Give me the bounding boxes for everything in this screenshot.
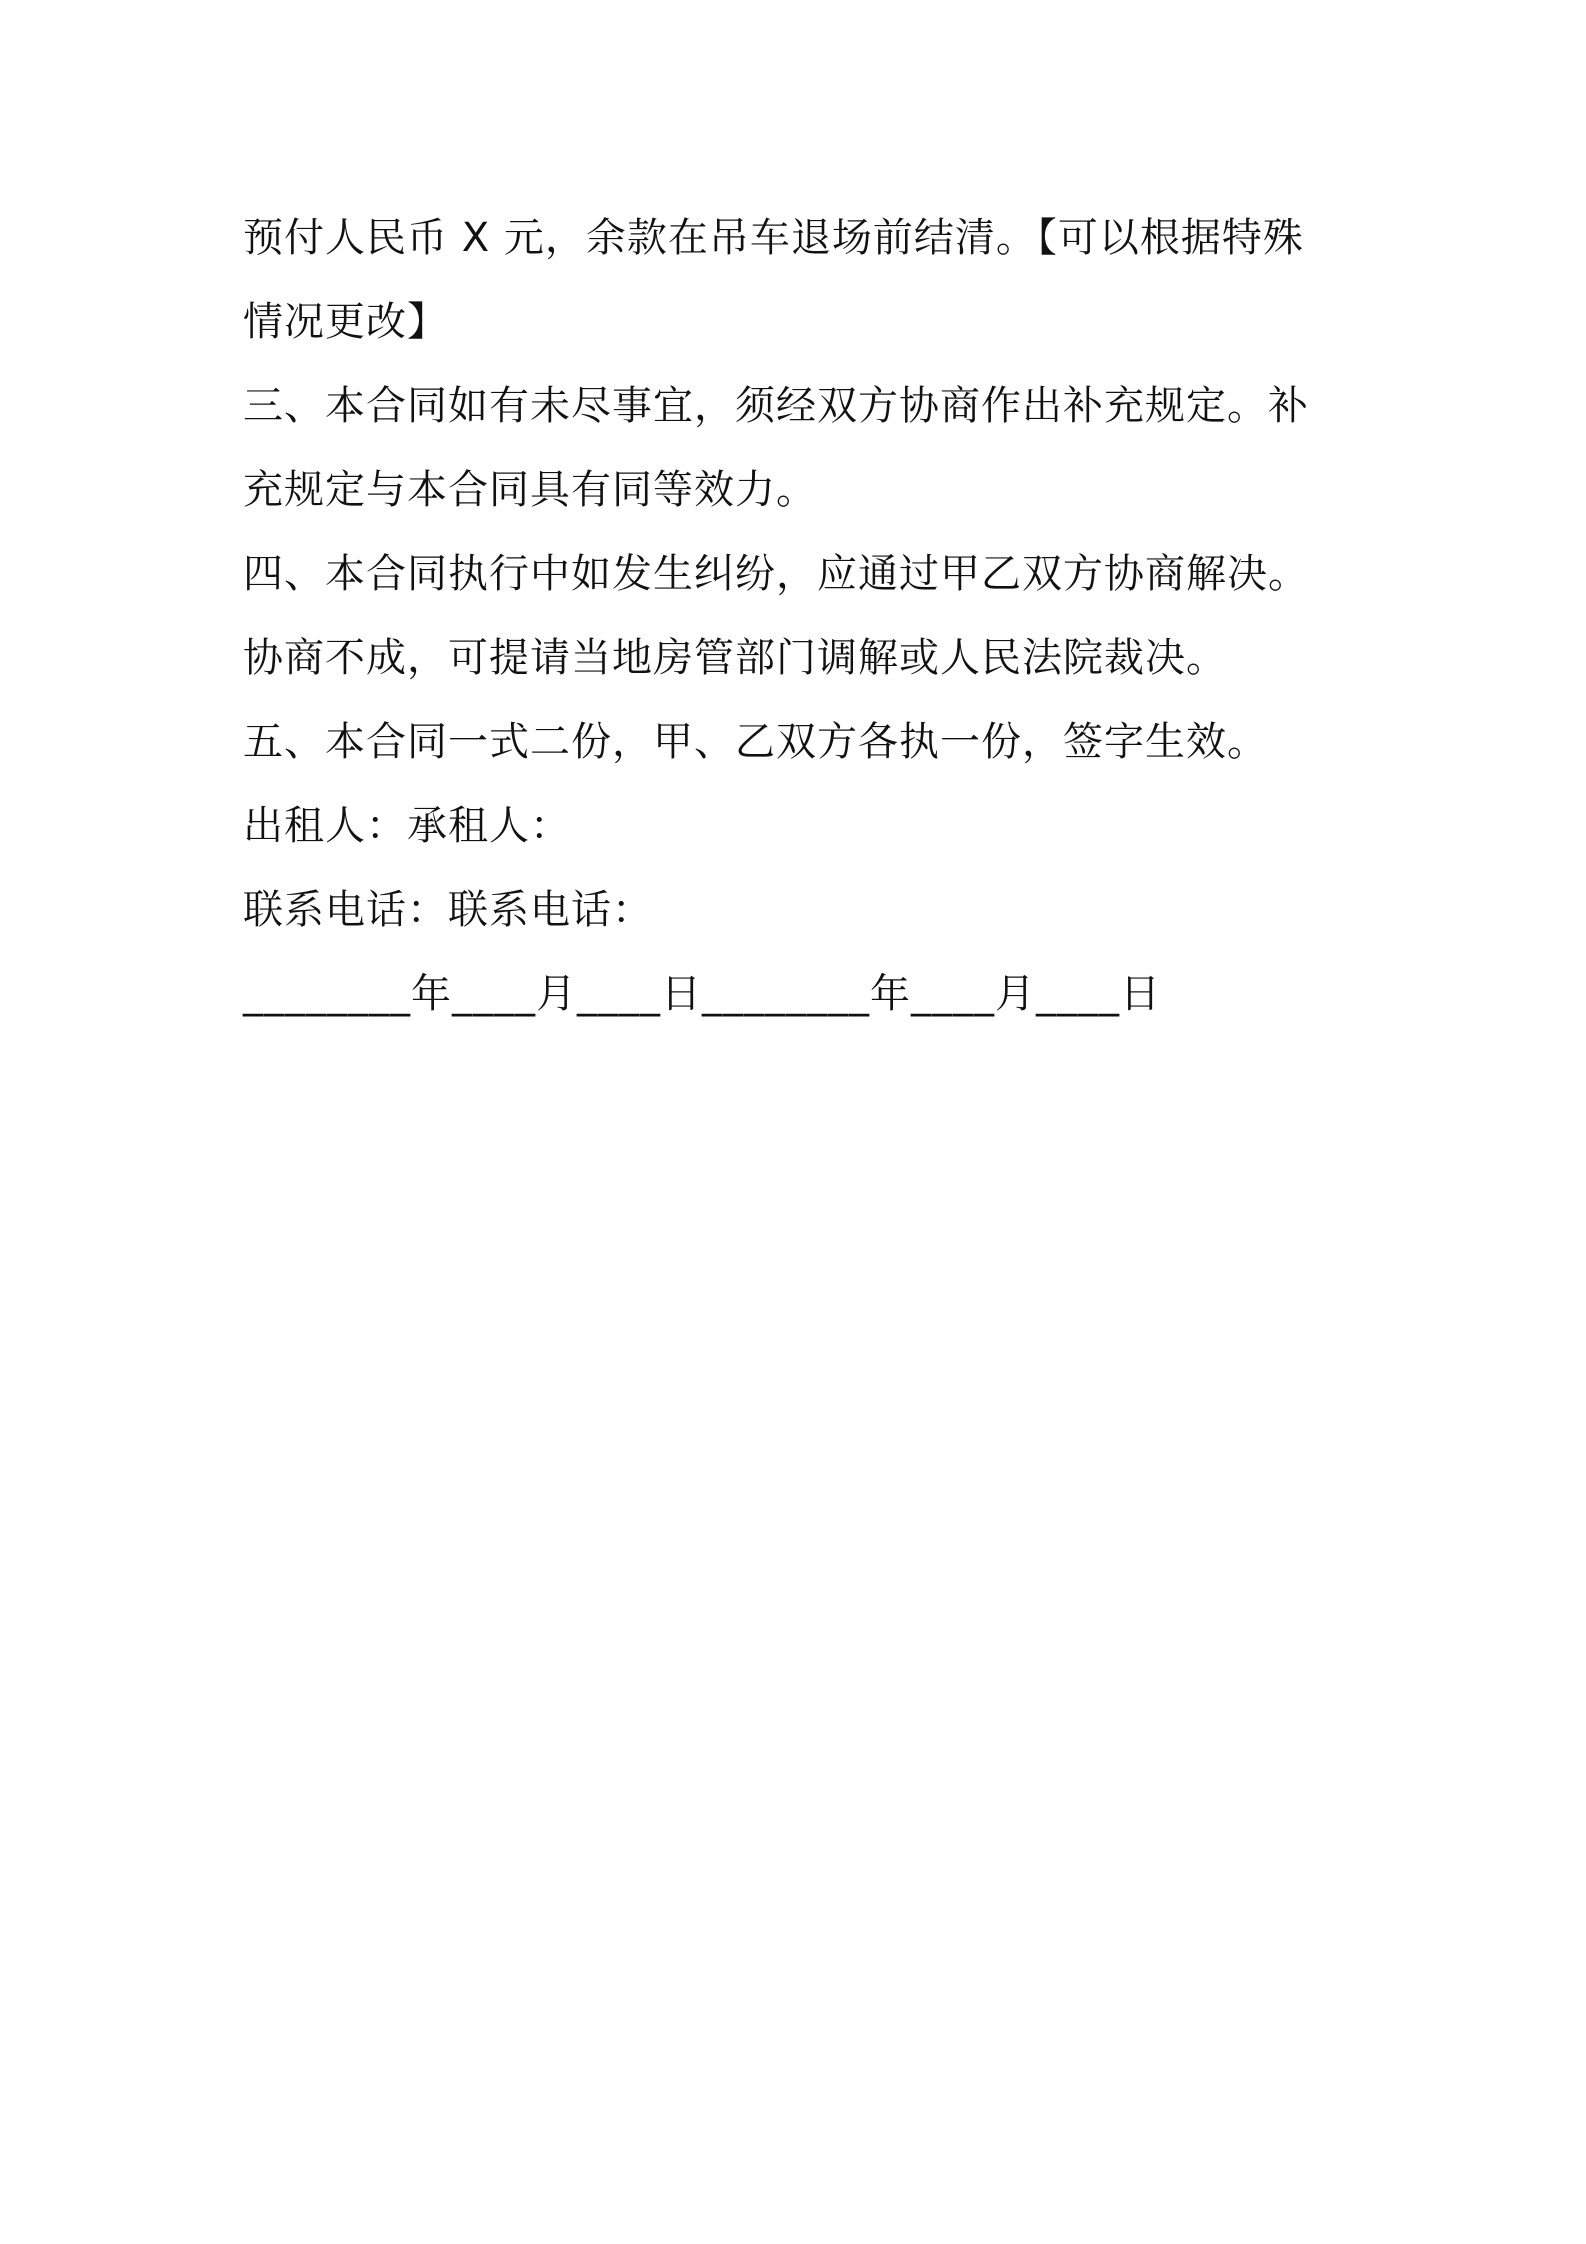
- clause-3-line-2: 充规定与本合同具有同等效力。: [243, 467, 817, 513]
- parties-signature-line: 出租人：承租人：: [243, 803, 571, 849]
- clause-5-line: 五、本合同一式二份，甲、乙双方各执一份，签字生效。: [243, 719, 1268, 765]
- payment-terms-line-2: 情况更改】: [243, 299, 448, 345]
- date-signature-line: ________年____月____日________年____月____日: [243, 971, 1161, 1017]
- payment-terms-line-1: 预付人民币 X 元，余款在吊车退场前结清。【可以根据特殊: [243, 215, 1304, 261]
- clause-4-line-2: 协商不成，可提请当地房管部门调解或人民法院裁决。: [243, 635, 1227, 681]
- clause-4-line-1: 四、本合同执行中如发生纠纷，应通过甲乙双方协商解决。: [243, 551, 1309, 597]
- contact-phone-line: 联系电话：联系电话：: [243, 887, 653, 933]
- clause-3-line-1: 三、本合同如有未尽事宜，须经双方协商作出补充规定。补: [243, 383, 1309, 429]
- document-body: [243, 196, 1363, 1036]
